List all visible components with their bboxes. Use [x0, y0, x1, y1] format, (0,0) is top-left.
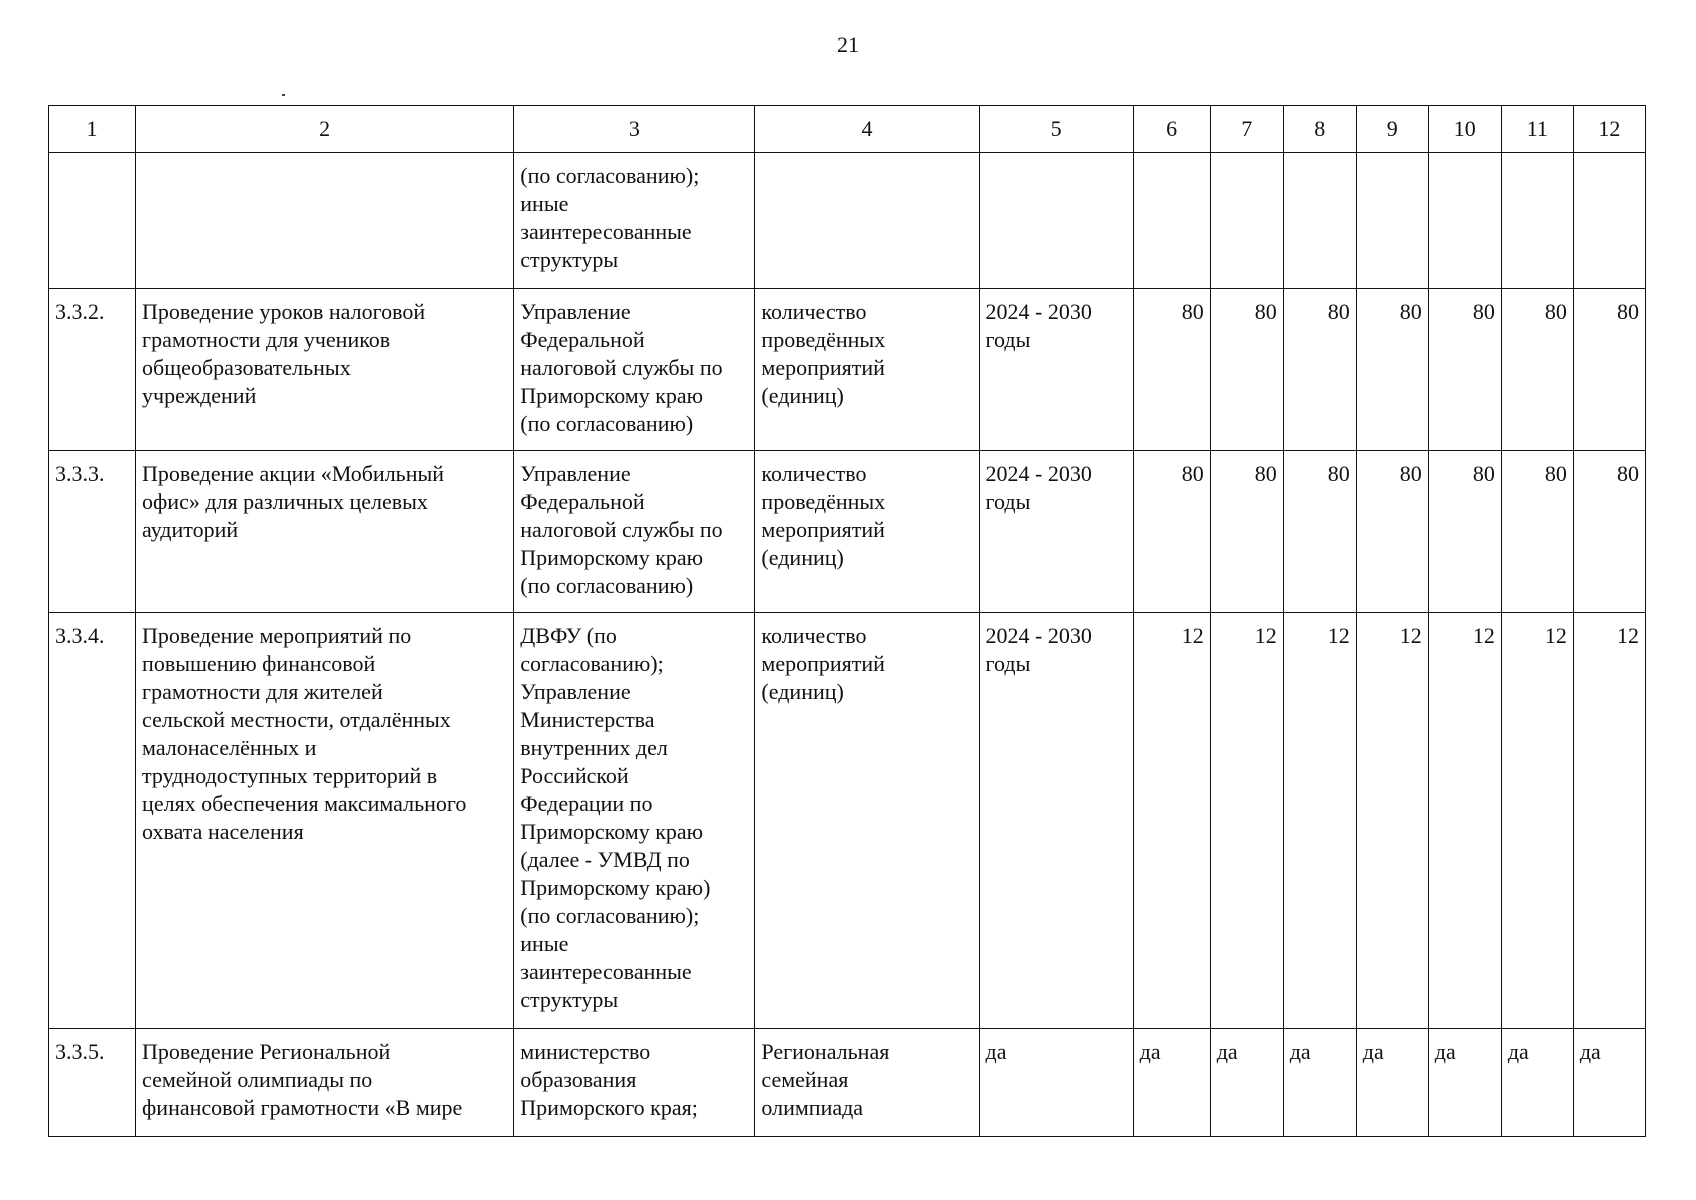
year-value [1428, 153, 1501, 289]
item-number: 3.3.5. [49, 1029, 136, 1137]
year-value: да [1283, 1029, 1356, 1137]
item-period: 2024 - 2030 годы [979, 289, 1133, 451]
column-header: 1 [49, 106, 136, 153]
item-indicator: количество мероприятий (единиц) [755, 613, 979, 1029]
item-period: 2024 - 2030 годы [979, 613, 1133, 1029]
year-value: 80 [1501, 451, 1573, 613]
item-indicator: количество проведённых мероприятий (единиц) [755, 289, 979, 451]
item-executor: министерство образования Приморского края; [514, 1029, 755, 1137]
year-value: 80 [1356, 451, 1428, 613]
year-value: да [1133, 1029, 1210, 1137]
table-row [49, 451, 1646, 613]
item-executor: Управление Федеральной налоговой службы по Приморскому краю (по согласованию) [514, 289, 755, 451]
column-header: 5 [979, 106, 1133, 153]
item-number: 3.3.4. [49, 613, 136, 1029]
year-value: 80 [1428, 289, 1501, 451]
item-period [979, 153, 1133, 289]
item-indicator [755, 153, 979, 289]
year-value: 80 [1210, 451, 1283, 613]
year-value: 80 [1501, 289, 1573, 451]
year-value: да [1573, 1029, 1645, 1137]
year-value: 12 [1356, 613, 1428, 1029]
item-name: Проведение акции «Мобильный офис» для различных целевых аудиторий [136, 451, 514, 613]
item-executor: Управление Федеральной налоговой службы по Приморскому краю (по согласованию) [514, 451, 755, 613]
year-value: 80 [1283, 451, 1356, 613]
item-number [49, 153, 136, 289]
column-header: 7 [1210, 106, 1283, 153]
year-value [1501, 153, 1573, 289]
item-number: 3.3.2. [49, 289, 136, 451]
item-period: 2024 - 2030 годы [979, 451, 1133, 613]
item-name: Проведение мероприятий по повышению финансовой грамотности для жителей сельской местности, отдалённых малонаселённых и труднодоступных территорий в целях обеспечения максимального охвата населения [136, 613, 514, 1029]
year-value: 12 [1283, 613, 1356, 1029]
item-name: Проведение уроков налоговой грамотности для учеников общеобразовательных учреждений [136, 289, 514, 451]
year-value [1210, 153, 1283, 289]
year-value: 80 [1133, 289, 1210, 451]
column-header: 3 [514, 106, 755, 153]
year-value: 80 [1573, 289, 1645, 451]
column-header: 10 [1428, 106, 1501, 153]
table-row [49, 613, 1646, 1029]
item-indicator: Региональная семейная олимпиада [755, 1029, 979, 1137]
item-period: да [979, 1029, 1133, 1137]
year-value: да [1210, 1029, 1283, 1137]
year-value: 80 [1283, 289, 1356, 451]
plan-table [48, 105, 1646, 1137]
scan-speck [282, 94, 285, 96]
column-header: 11 [1501, 106, 1573, 153]
column-header: 8 [1283, 106, 1356, 153]
table-row [49, 1029, 1646, 1137]
year-value [1573, 153, 1645, 289]
item-executor: (по согласованию); иные заинтересованные структуры [514, 153, 755, 289]
column-header: 6 [1133, 106, 1210, 153]
year-value: 80 [1356, 289, 1428, 451]
table-row [49, 289, 1646, 451]
year-value: да [1356, 1029, 1428, 1137]
column-header: 2 [136, 106, 514, 153]
column-header: 12 [1573, 106, 1645, 153]
column-header: 4 [755, 106, 979, 153]
year-value: 80 [1428, 451, 1501, 613]
item-executor: ДВФУ (по согласованию); Управление Министерства внутренних дел Российской Федерации по Приморскому краю (далее - УМВД по Приморскому краю) (по согласованию); иные заинтересованные структуры [514, 613, 755, 1029]
year-value: 12 [1133, 613, 1210, 1029]
item-name: Проведение Региональной семейной олимпиады по финансовой грамотности «В мире [136, 1029, 514, 1137]
item-indicator: количество проведённых мероприятий (единиц) [755, 451, 979, 613]
table-row [49, 153, 1646, 289]
year-value: 12 [1428, 613, 1501, 1029]
year-value [1356, 153, 1428, 289]
year-value: 12 [1210, 613, 1283, 1029]
year-value: 12 [1573, 613, 1645, 1029]
year-value: да [1501, 1029, 1573, 1137]
table-header-row [49, 106, 1646, 153]
year-value: 80 [1573, 451, 1645, 613]
year-value: 80 [1133, 451, 1210, 613]
year-value: да [1428, 1029, 1501, 1137]
item-name [136, 153, 514, 289]
column-header: 9 [1356, 106, 1428, 153]
year-value [1133, 153, 1210, 289]
year-value: 12 [1501, 613, 1573, 1029]
page-number: 21 [837, 32, 859, 57]
year-value: 80 [1210, 289, 1283, 451]
year-value [1283, 153, 1356, 289]
item-number: 3.3.3. [49, 451, 136, 613]
